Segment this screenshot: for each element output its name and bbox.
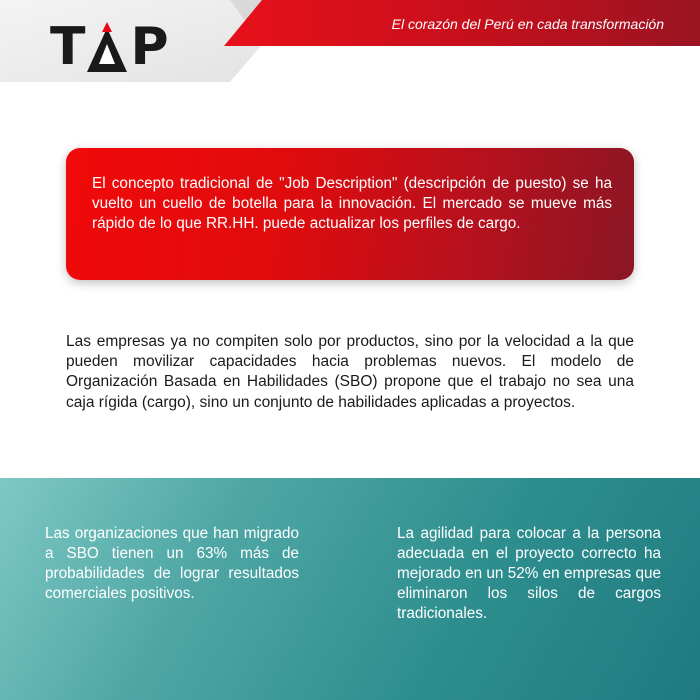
logo-letter-p: P: [130, 17, 168, 77]
tagline: El corazón del Perú en cada transformación: [391, 16, 664, 32]
logo-a-triangle-icon: [85, 22, 129, 72]
logo-letter-t: T: [50, 17, 85, 77]
highlight-text: El concepto tradicional de "Job Description" (descripción de puesto) se ha vuelto un cuello de botella para la innovación. El mercado se mueve más rápido de lo que RR.HH. puede actualizar los perfiles de cargo.: [92, 175, 612, 232]
header-banner: [0, 0, 700, 90]
stat-right: La agilidad para colocar a la persona adecuada en el proyecto correcto ha mejorado en un 52% en empresas que eliminaron los silos de cargos tradicionales.: [397, 525, 661, 622]
tap-logo: [50, 17, 168, 77]
highlight-card: [66, 148, 634, 280]
stat-left: Las organizaciones que han migrado a SBO tienen un 63% más de probabilidades de lograr resultados comerciales positivos.: [45, 525, 299, 602]
body-paragraph: Las empresas ya no compiten solo por productos, sino por la velocidad a la que pueden movilizar capacidades hacia problemas nuevos. El modelo de Organización Basada en Habilidades (SBO) propone que el trabajo no sea una caja rígida (cargo), sino un conjunto de habilidades aplicadas a proyectos.: [66, 333, 634, 411]
